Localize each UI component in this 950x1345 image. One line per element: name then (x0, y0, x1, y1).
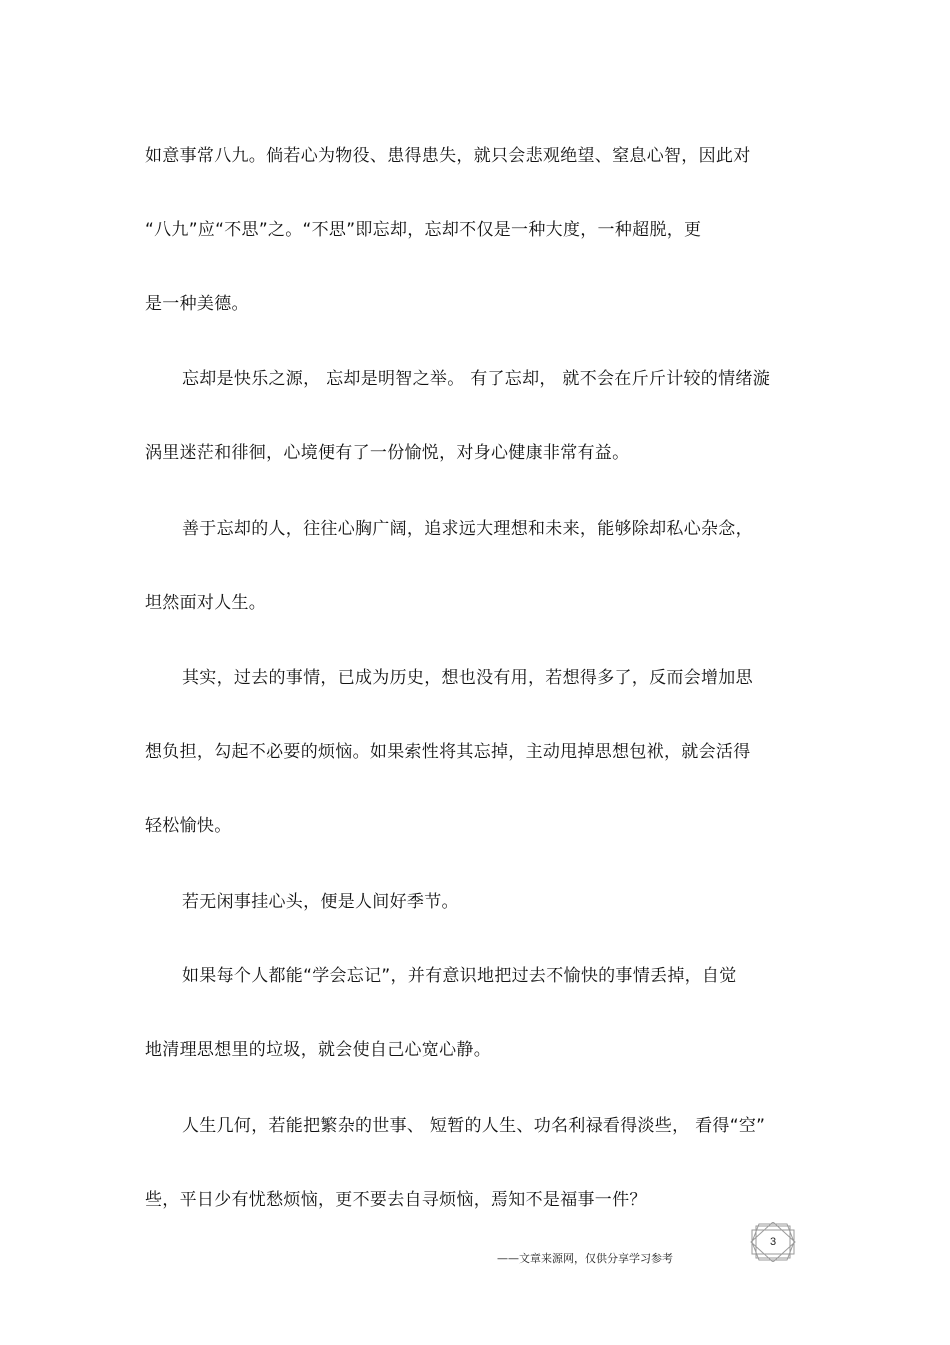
paragraph-2-line-2: 涡里迷茫和徘徊，心境便有了一份愉悦，对身心健康非常有益。 (145, 443, 630, 463)
paragraph-6-line-1: 如果每个人都能“学会忘记”，并有意识地把过去不愉快的事情丢掉，自觉 (182, 966, 737, 986)
page-number: 3 (769, 1236, 777, 1248)
paragraph-4-line-1: 其实，过去的事情，已成为历史，想也没有用，若想得多了，反而会增加思 (182, 668, 753, 688)
paragraph-4-line-3: 轻松愉快。 (145, 816, 232, 836)
paragraph-7-line-2: 些，平日少有忧愁烦恼，更不要去自寻烦恼，焉知不是福事一件？ (145, 1190, 647, 1210)
paragraph-7-line-1: 人生几何，若能把繁杂的世事、 短暂的人生、功名利禄看得淡些， 看得“空” (182, 1116, 766, 1136)
paragraph-1-line-3: 是一种美德。 (145, 294, 249, 314)
paragraph-3-line-1: 善于忘却的人，往往心胸广阔，追求远大理想和未来，能够除却私心杂念， (182, 519, 753, 539)
source-note: ——文章来源网，仅供分享学习参考 (497, 1252, 673, 1265)
paragraph-3-line-2: 坦然面对人生。 (145, 593, 267, 613)
paragraph-2-line-1: 忘却是快乐之源， 忘却是明智之举。 有了忘却， 就不会在斤斤计较的情绪漩 (182, 369, 771, 389)
paragraph-1-line-1: 如意事常八九。倘若心为物役、患得患失，就只会悲观绝望、窒息心智，因此对 (145, 146, 751, 166)
paragraph-6-line-2: 地清理思想里的垃圾，就会使自己心宽心静。 (145, 1040, 491, 1060)
page-number-badge (748, 1222, 798, 1262)
paragraph-4-line-2: 想负担，勾起不必要的烦恼。如果索性将其忘掉，主动甩掉思想包袱，就会活得 (145, 742, 751, 762)
paragraph-5-line-1: 若无闲事挂心头，便是人间好季节。 (182, 892, 459, 912)
paragraph-1-line-2: “八九”应“不思”之。“不思”即忘却，忘却不仅是一种大度，一种超脱，更 (145, 220, 702, 240)
